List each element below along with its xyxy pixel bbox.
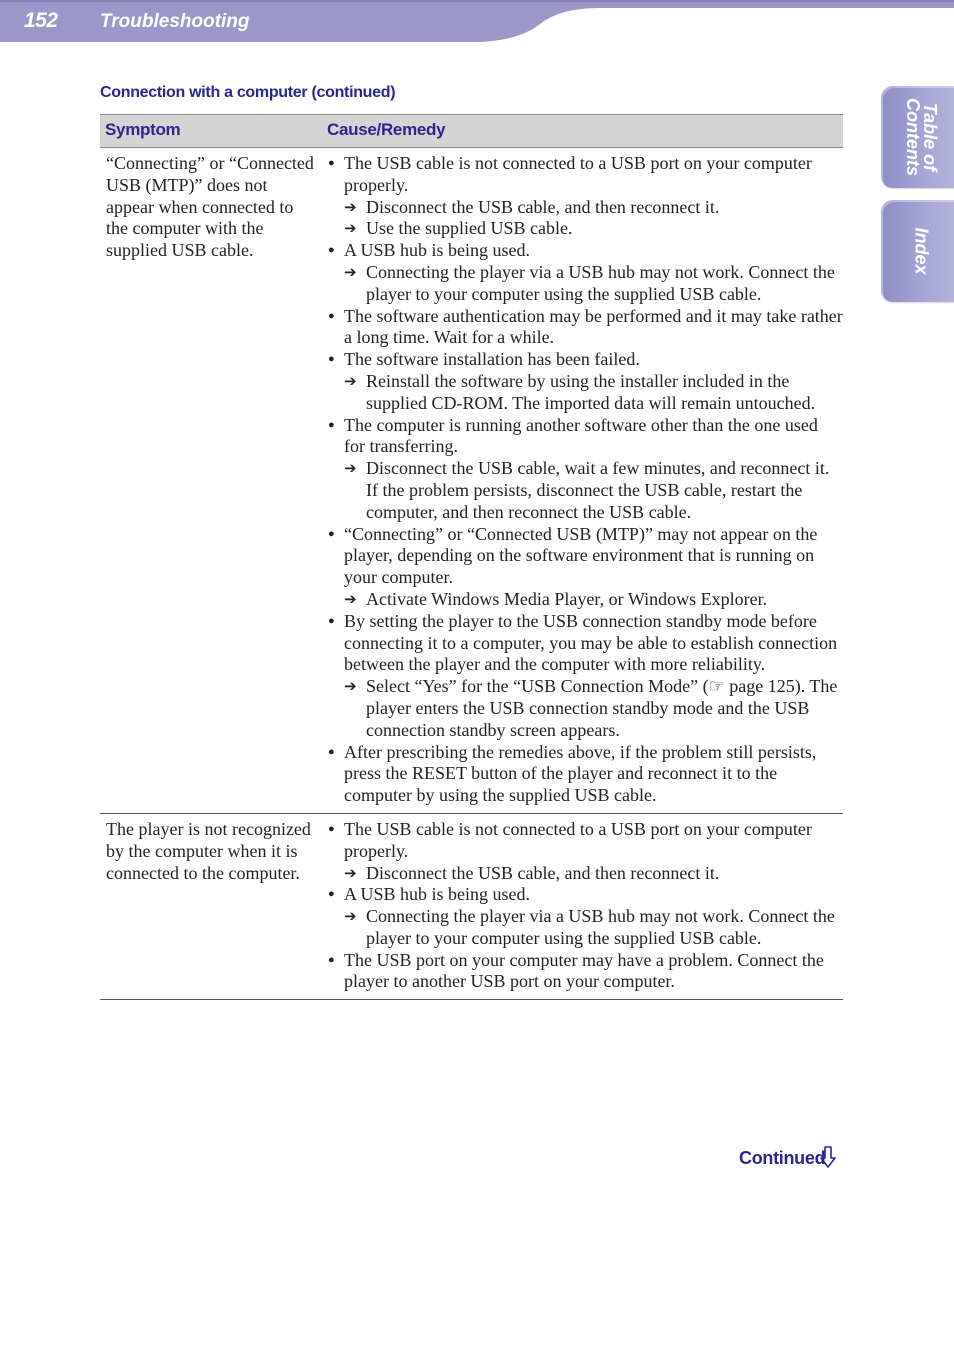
symptom-cell: The player is not recognized by the computer when it is connected to the computer. (106, 818, 311, 883)
cause-item: ● The USB cable is not connected to a USB port on your computer properly. (326, 153, 843, 197)
continued-arrow-icon (819, 1145, 837, 1169)
table-header (100, 114, 843, 148)
cause-remedy-column-header: Cause/Remedy (327, 120, 446, 139)
cause-item: ● A USB hub is being used. (326, 884, 843, 906)
arrow-right-icon: ➔ (344, 262, 357, 281)
header-section-title: Troubleshooting (100, 11, 250, 32)
cause-item: ● After prescribing the remedies above, if the problem still persists, press the RESET button of the player and reconnect it to the computer by using the supplied USB cable. (326, 742, 843, 807)
remedy-step (326, 676, 843, 741)
remedy-step-text: Activate Windows Media Player, or Windows Explorer. (366, 588, 768, 609)
arrow-right-icon: ➔ (344, 219, 357, 238)
remedy-step-text: Use the supplied USB cable. (366, 218, 573, 239)
remedy-cell (326, 814, 843, 999)
remedy-step (326, 906, 843, 950)
remedy-step-text: Connecting the player via a USB hub may not work. Connect the player to your computer using the supplied USB cable. (366, 261, 835, 304)
remedy-step (326, 589, 843, 611)
cause-item: ● A USB hub is being used. (326, 240, 843, 262)
remedy-step-text: Connecting the player via a USB hub may not work. Connect the player to your computer using the supplied USB cable. (366, 906, 835, 948)
remedy-step (326, 863, 843, 885)
arrow-right-icon: ➔ (344, 589, 357, 608)
index-tab[interactable] (881, 200, 954, 302)
cause-item: ● By setting the player to the USB connection standby mode before connecting it to a computer, you may be able to establish connection between the player and the computer with more reliability. (326, 611, 843, 676)
page-number: 152 (24, 9, 58, 32)
continued-label: Continued (739, 1148, 826, 1168)
symptom-column-header: Symptom (105, 120, 181, 139)
table-row (100, 814, 843, 1000)
troubleshooting-table (100, 114, 843, 1000)
cause-item: ● The software installation has been failed. (326, 349, 843, 371)
arrow-right-icon: ➔ (344, 371, 357, 390)
table-of-contents-tab-label: Table of Contents (903, 98, 940, 176)
arrow-right-icon: ➔ (344, 907, 357, 926)
cause-item: ● The USB port on your computer may have a problem. Connect the player to another USB port on your computer. (326, 950, 843, 994)
cause-item: ● “Connecting” or “Connected USB (MTP)” may not appear on the player, depending on the software environment that is running on your computer. (326, 524, 843, 589)
remedy-cell (326, 148, 843, 813)
arrow-right-icon: ➔ (344, 677, 357, 696)
index-tab-label: Index (911, 227, 932, 275)
remedy-step-text: Disconnect the USB cable, and then reconnect it. (366, 196, 720, 217)
table-row (100, 148, 843, 814)
cause-item: ● The software authentication may be performed and it may take rather a long time. Wait for a while. (326, 306, 843, 350)
cause-item: ● The USB cable is not connected to a USB port on your computer properly. (326, 819, 843, 863)
cause-item: ● The computer is running another software other than the one used for transferring. (326, 415, 843, 459)
table-of-contents-tab[interactable] (881, 86, 954, 188)
arrow-right-icon: ➔ (344, 197, 357, 216)
remedy-step (326, 218, 843, 240)
remedy-step (326, 371, 843, 415)
remedy-step-text: Select “Yes” for the “USB Connection Mode” (☞ page 125). The player enters the USB connection standby mode and the USB connection standby screen appears. (366, 676, 838, 740)
remedy-step-text: Disconnect the USB cable, and then reconnect it. (366, 862, 720, 883)
remedy-step (326, 262, 843, 306)
remedy-step (326, 458, 843, 523)
table-body (100, 148, 843, 1000)
remedy-step (326, 197, 843, 219)
arrow-right-icon: ➔ (344, 459, 357, 478)
section-title: Connection with a computer (continued) (100, 84, 396, 101)
arrow-right-icon: ➔ (344, 863, 357, 882)
remedy-step-text: Disconnect the USB cable, wait a few minutes, and reconnect it. If the problem persists, disconnect the USB cable, restart the computer, and then reconnect the USB cable. (366, 458, 830, 522)
remedy-step-text: Reinstall the software by using the installer included in the supplied CD-ROM. The imported data will remain untouched. (366, 370, 816, 413)
symptom-cell: “Connecting” or “Connected USB (MTP)” does not appear when connected to the computer with the supplied USB cable. (106, 153, 314, 261)
